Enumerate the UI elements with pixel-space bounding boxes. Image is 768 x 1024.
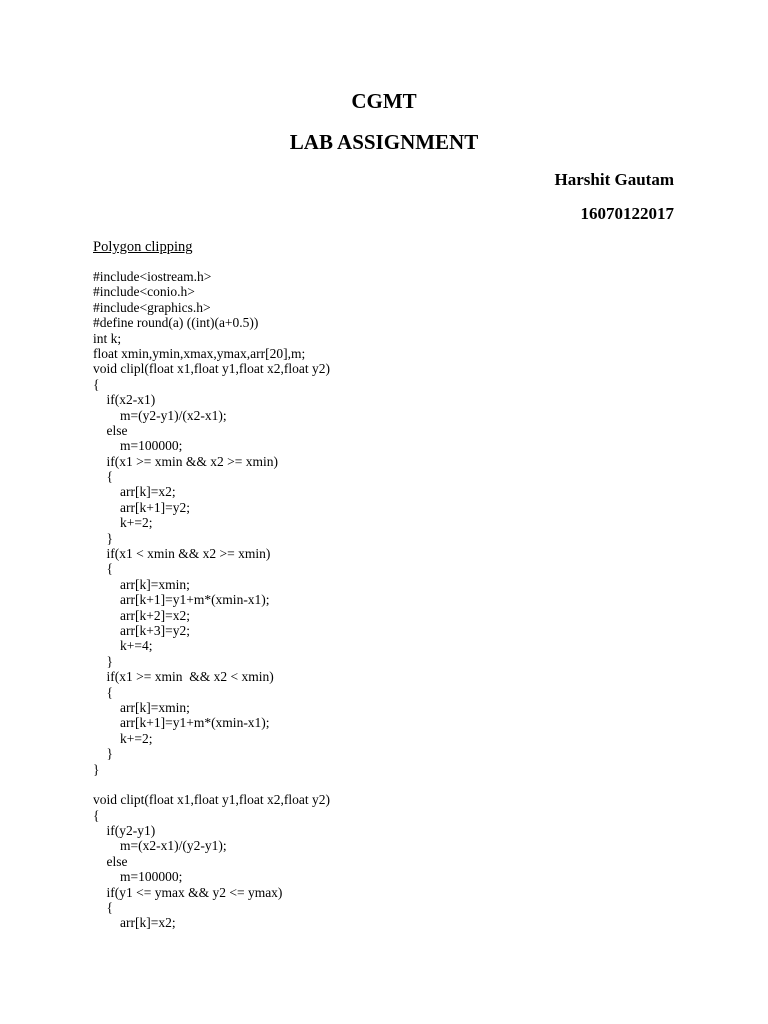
code-line: void clipt(float x1,float y1,float x2,float y2) — [93, 792, 330, 808]
code-line: arr[k]=xmin; — [93, 576, 190, 592]
code-line — [93, 777, 713, 792]
code-line: else — [93, 853, 128, 869]
section-heading: Polygon clipping — [93, 239, 193, 255]
code-line: #include<graphics.h> — [93, 299, 211, 315]
code-line: k+=2; — [93, 515, 153, 531]
code-line: arr[k+1]=y1+m*(xmin-x1); — [93, 715, 270, 731]
code-line: else — [93, 422, 128, 438]
code-line: m=100000; — [93, 438, 183, 454]
code-line: m=(y2-y1)/(x2-x1); — [93, 407, 227, 423]
code-line: int k; — [93, 330, 122, 346]
code-line: { — [93, 684, 113, 700]
code-line: } — [93, 761, 100, 777]
code-line: { — [93, 376, 100, 392]
code-line: } — [93, 530, 113, 546]
document-subtitle: LAB ASSIGNMENT — [289, 130, 479, 154]
code-line: { — [93, 561, 113, 577]
code-line: if(y1 <= ymax && y2 <= ymax) — [93, 884, 283, 900]
code-line: k+=2; — [93, 730, 153, 746]
code-line: float xmin,ymin,xmax,ymax,arr[20],m; — [93, 345, 306, 361]
code-line: void clipl(float x1,float y1,float x2,float y2) — [93, 361, 330, 377]
code-line: #define round(a) ((int)(a+0.5)) — [93, 315, 259, 331]
code-line: if(x1 >= xmin && x2 >= xmin) — [93, 453, 278, 469]
code-line: if(x1 < xmin && x2 >= xmin) — [93, 546, 271, 562]
code-line: { — [93, 807, 100, 823]
code-line: arr[k]=x2; — [93, 484, 176, 500]
code-line: arr[k+3]=y2; — [93, 622, 190, 638]
roll-number: 16070122017 — [580, 204, 674, 223]
code-line: if(x1 >= xmin && x2 < xmin) — [93, 669, 274, 685]
code-line: arr[k]=x2; — [93, 915, 176, 931]
code-line: { — [93, 469, 113, 485]
code-line: if(x2-x1) — [93, 392, 156, 408]
code-listing — [93, 269, 713, 931]
code-line: if(y2-y1) — [93, 823, 156, 839]
code-line: { — [93, 900, 113, 916]
author-name: Harshit Gautam — [554, 170, 674, 189]
code-line: } — [93, 746, 113, 762]
code-line: } — [93, 653, 113, 669]
code-line: m=(x2-x1)/(y2-y1); — [93, 838, 227, 854]
code-line: k+=4; — [93, 638, 153, 654]
code-line: m=100000; — [93, 869, 183, 885]
code-line: arr[k+2]=x2; — [93, 607, 190, 623]
code-line: arr[k]=xmin; — [93, 699, 190, 715]
document-title: CGMT — [351, 89, 417, 113]
code-line: arr[k+1]=y2; — [93, 499, 190, 515]
code-line: arr[k+1]=y1+m*(xmin-x1); — [93, 592, 270, 608]
code-line: #include<conio.h> — [93, 284, 195, 300]
code-line: #include<iostream.h> — [93, 269, 212, 284]
